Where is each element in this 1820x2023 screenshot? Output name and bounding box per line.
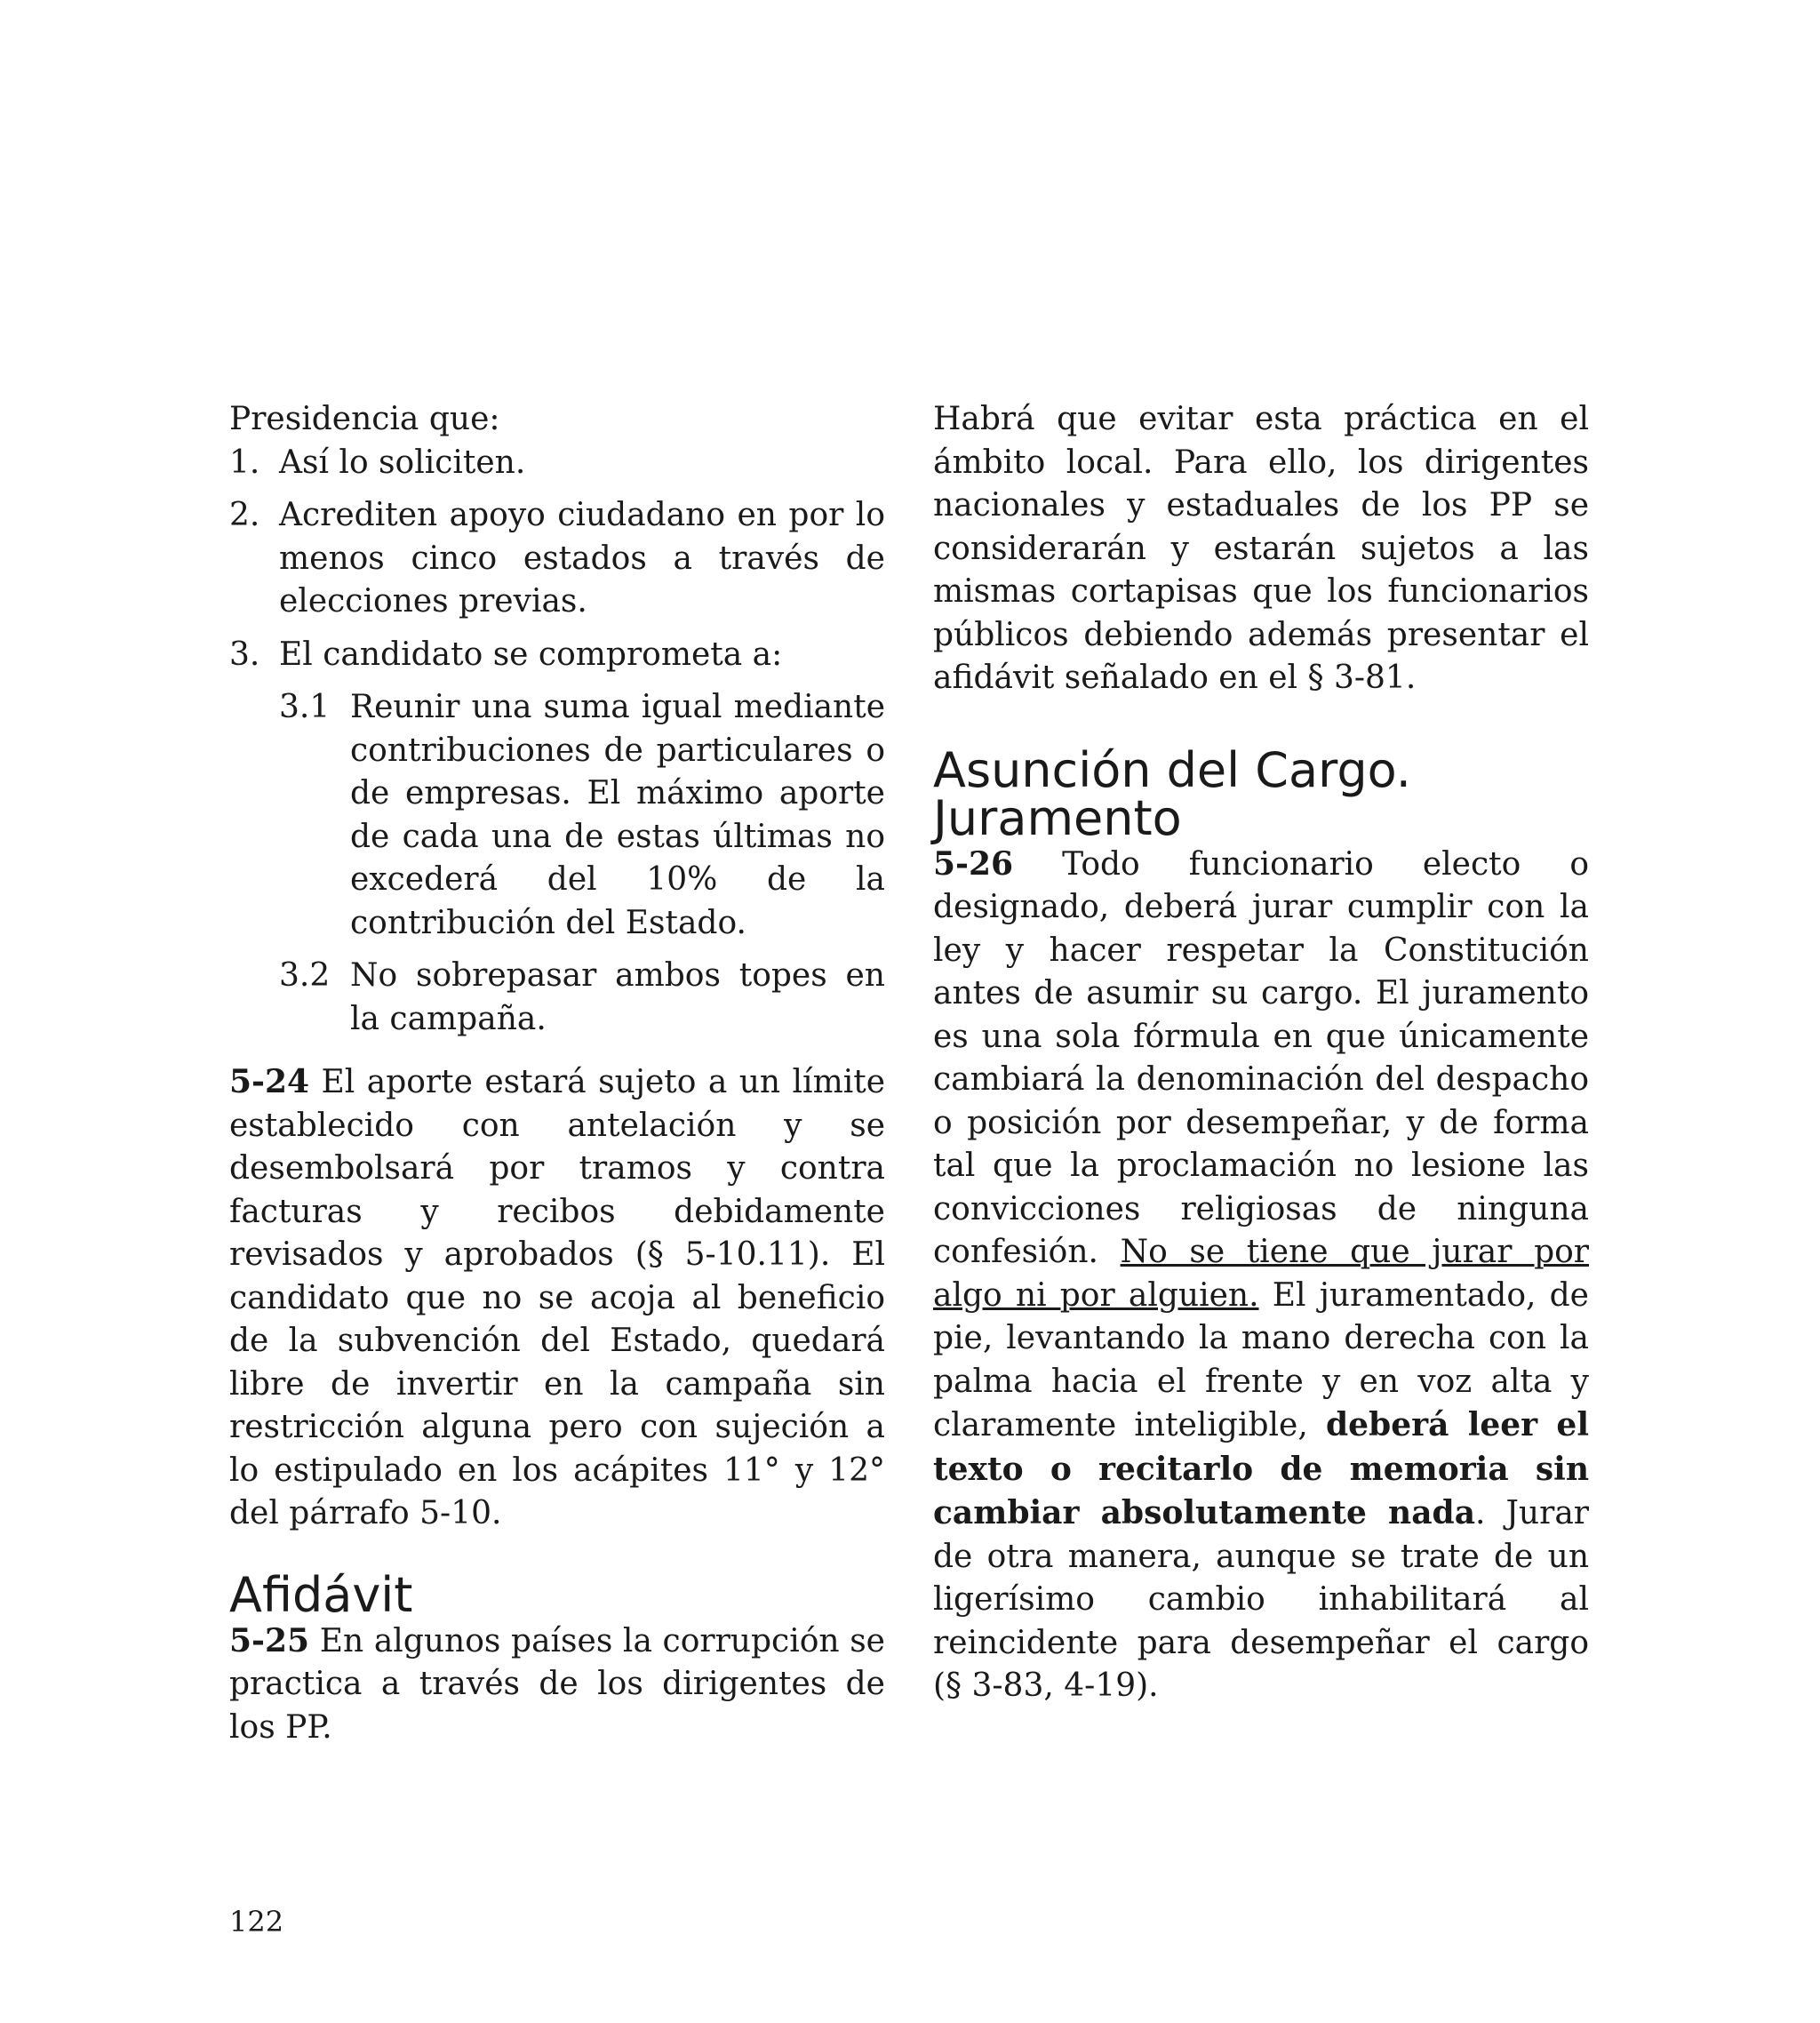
paragraph-number: 5-26: [933, 844, 1014, 883]
list-item-2: [229, 494, 885, 624]
list-text: Acrediten apoyo ciudadano en por lo menos cinco estados a través de elecciones previas.: [279, 497, 885, 620]
paragraph-number: 5-24: [229, 1063, 310, 1100]
list-item-3: [229, 634, 885, 677]
sublist-item-3-2: [279, 955, 885, 1041]
paragraph-text: El aporte estará sujeto a un límite establecido con antelación y se desembolsará por tramos y contra facturas y recibos debidamente revisados y aprobados (§ 5-10.11). El candidato que no se acoja al beneficio de la subvención del Estado, quedará libre de invertir en la campaña sin restricción alguna pero con sujeción a lo estipulado en los acápites 11° y 12° del párrafo 5-10.: [229, 1064, 885, 1531]
sublist-number: 3.1: [279, 689, 331, 725]
paragraph-5-25: [229, 1619, 885, 1750]
sublist-text: No sobrepasar ambos topes en la campaña.: [350, 957, 885, 1037]
paragraph-number: 5-25: [229, 1621, 310, 1659]
list-intro: Presidencia que:: [229, 401, 500, 437]
list-number: 1.: [229, 444, 260, 481]
paragraph-5-24: [229, 1060, 885, 1536]
sublist-text: Reunir una suma igual mediante contribuciones de particulares o de empresas. El máximo aporte de cada una de estas últimas no excederá del 10% de la contribución del Estado.: [350, 689, 885, 941]
section-heading-asuncion: Asunción del Cargo. Juramento: [933, 741, 1411, 846]
paragraph-5-25-continued: Habrá que evitar esta práctica en el ámbito local. Para ello, los dirigentes nacionales y estaduales de los PP se considerarán y estarán sujetos a las mismas cortapisas que los funcionarios públicos debiendo además presentar el afidávit señalado en el § 3-81.: [933, 401, 1589, 696]
left-column: [229, 398, 885, 1749]
list-number: 3.: [229, 636, 260, 673]
underlined-text: No se tiene que jurar por algo ni por alguien.: [933, 1234, 1589, 1314]
page-number: 122: [229, 1905, 284, 1939]
sublist-item-3-1: [279, 686, 885, 945]
bold-text: deberá leer el texto o recitarlo de memoria sin cambiar absolutamente nada: [933, 1406, 1590, 1531]
list-item-1: [229, 442, 885, 485]
sublist-number: 3.2: [279, 957, 331, 994]
right-column: [933, 398, 1589, 1708]
section-heading-afidavit: Afidávit: [229, 1566, 413, 1623]
paragraph-text: Todo funcionario electo o designado, deberá jurar cumplir con la ley y hacer respetar la Constitución antes de asumir su cargo. El juramento es una sola fórmula en que únicamente cambiará la denominación del despacho o posición por desempeñar, y de forma tal que la proclamación no lesione las convicciones religiosas de ninguna confesión.: [933, 845, 1589, 1270]
list-number: 2.: [229, 497, 260, 533]
paragraph-5-26: [933, 843, 1589, 1708]
list-text: Así lo soliciten.: [279, 444, 526, 481]
list-text: El candidato se comprometa a:: [279, 636, 783, 673]
paragraph-text: . Jurar de otra manera, aunque se trate de un ligerísimo cambio inhabilitará al reincidente para desempeñar el cargo (§ 3-83, 4-19).: [933, 1495, 1589, 1704]
paragraph-text: El juramentado, de pie, levantando la mano derecha con la palma hacia el frente y en voz alta y claramente inteligible,: [933, 1276, 1589, 1443]
paragraph-text: En algunos países la corrupción se practica a través de los dirigentes de los PP.: [229, 1622, 885, 1746]
